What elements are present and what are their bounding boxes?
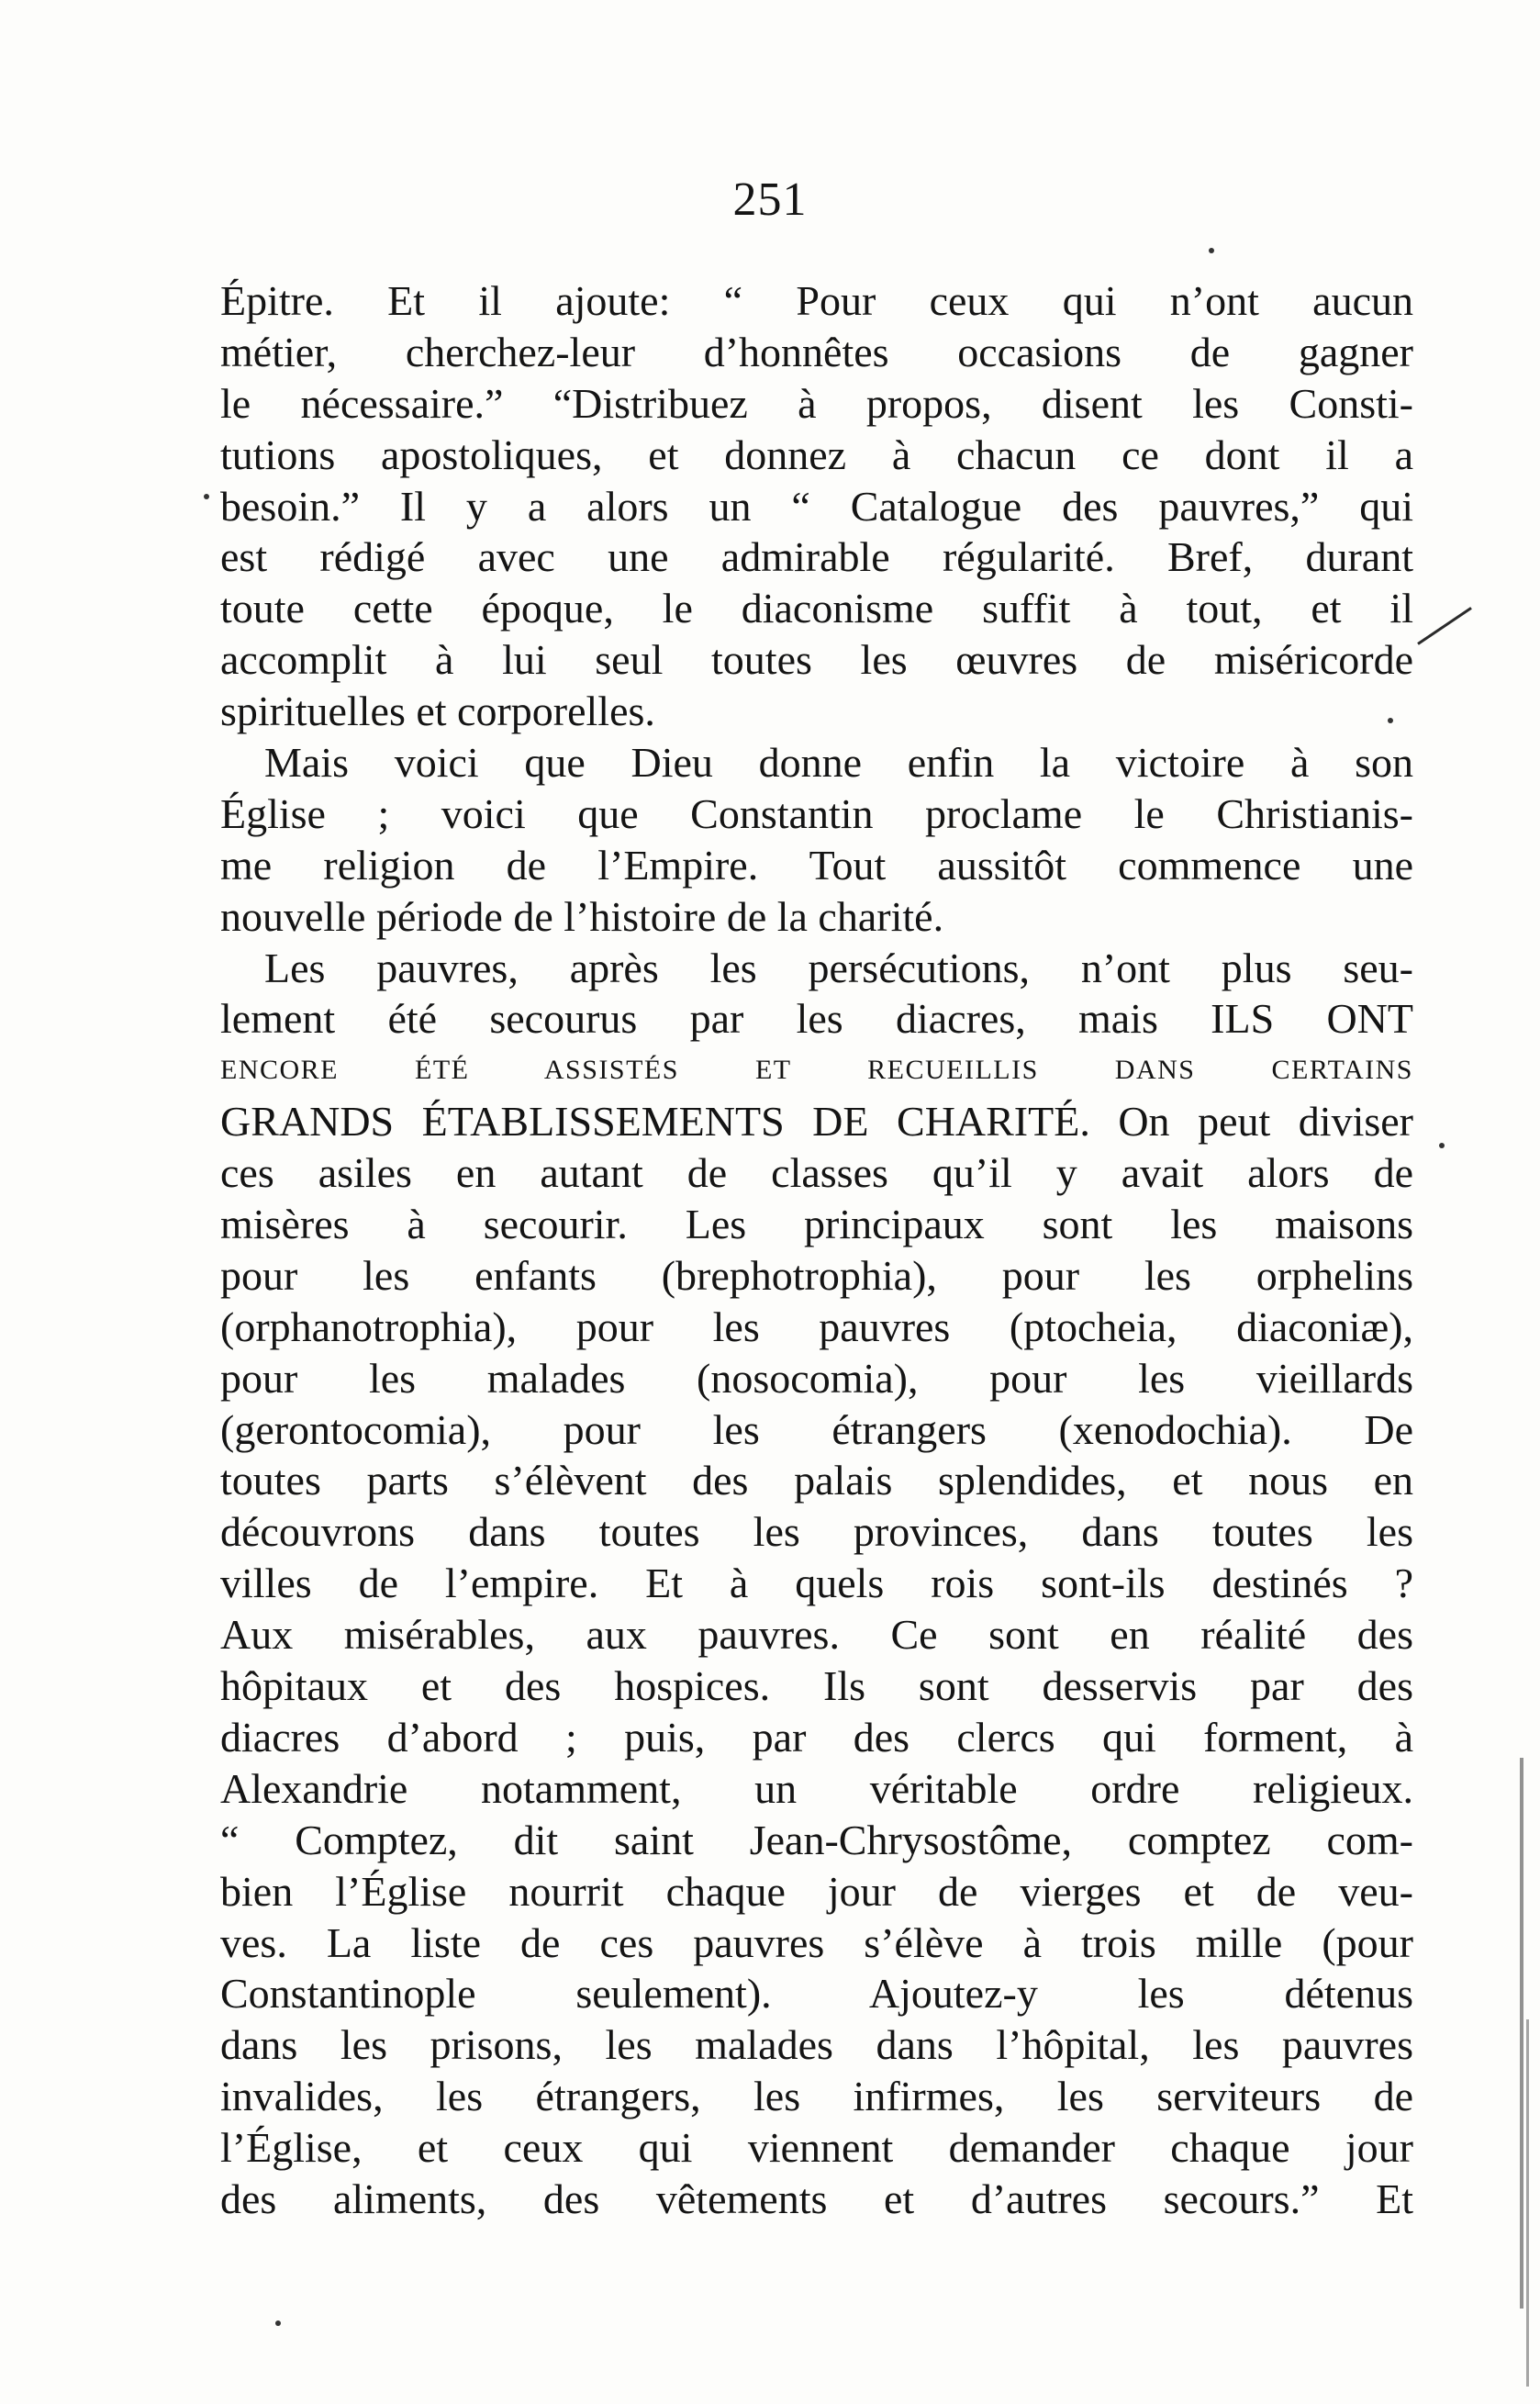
text-line: des aliments, des vêtements et d’autres secours.” Et	[220, 2175, 1413, 2222]
text-line: misères à secourir. Les principaux sont les maisons	[220, 1201, 1413, 1248]
stray-dot	[1209, 248, 1214, 253]
text-line: (gerontocomia), pour les étrangers (xenodochia). De	[220, 1405, 1413, 1453]
scan-edge-mark	[1520, 1758, 1523, 2309]
text-line: pour les malades (nosocomia), pour les vieillards	[220, 1354, 1413, 1402]
text-line: (orphanotrophia), pour les pauvres (ptocheia, diaconiæ),	[220, 1303, 1413, 1350]
text-line: invalides, les étrangers, les infirmes, les serviteurs de	[220, 2073, 1413, 2120]
text-line: toute cette époque, le diaconisme suffit à tout, et il	[220, 585, 1413, 632]
pen-stroke	[1417, 607, 1472, 645]
text-line: diacres d’abord ; puis, par des clercs qui forment, à	[220, 1713, 1413, 1761]
text-line: besoin.” Il y a alors un “ Catalogue des pauvres,” qui	[220, 482, 1413, 530]
text-line: tutions apostoliques, et donnez à chacun ce dont il a	[220, 430, 1413, 478]
text-line: ENCORE ÉTÉ ASSISTÉS ET RECUEILLIS DANS CERTAINS	[220, 1055, 1413, 1086]
text-line: métier, cherchez-leur d’honnêtes occasions de gagner	[220, 328, 1413, 375]
text-line: hôpitaux et des hospices. Ils sont desservis par des	[220, 1662, 1413, 1710]
text-line: Aux misérables, aux pauvres. Ce sont en réalité des	[220, 1611, 1413, 1659]
text-line: lement été secourus par les diacres, mais ILS ONT	[220, 995, 1413, 1043]
body-text	[220, 275, 1413, 2225]
text-line: nouvelle période de l’histoire de la charité.	[220, 892, 944, 940]
text-line: spirituelles et corporelles.	[220, 688, 655, 735]
text-line: pour les enfants (brephotrophia), pour les orphelins	[220, 1251, 1413, 1299]
text-line: Mais voici que Dieu donne enfin la victoire à son	[264, 739, 1413, 787]
page-number: 251	[732, 173, 808, 226]
text-line: me religion de l’Empire. Tout aussitôt commence une	[220, 841, 1413, 889]
text-line: dans les prisons, les malades dans l’hôpital, les pauvres	[220, 2021, 1413, 2069]
stray-dot	[275, 2320, 281, 2326]
text-line: “ Comptez, dit saint Jean-Chrysostôme, comptez com-	[220, 1816, 1413, 1863]
text-line: Épitre. Et il ajoute: “ Pour ceux qui n’ont aucun	[220, 277, 1413, 324]
text-line: l’Église, et ceux qui viennent demander chaque jour	[220, 2124, 1413, 2172]
text-line: le nécessaire.” “Distribuez à propos, disent les Consti-	[220, 379, 1413, 427]
text-line: Constantinople seulement). Ajoutez-y les détenus	[220, 1970, 1413, 2018]
text-line: toutes parts s’élèvent des palais splendides, et nous en	[220, 1457, 1413, 1504]
stray-dot	[1388, 718, 1393, 723]
text-line: est rédigé avec une admirable régularité. Bref, durant	[220, 533, 1413, 581]
text-line: bien l’Église nourrit chaque jour de vierges et de veu-	[220, 1867, 1413, 1915]
text-line: villes de l’empire. Et à quels rois sont-ils destinés ?	[220, 1560, 1413, 1607]
text-line: GRANDS ÉTABLISSEMENTS DE CHARITÉ. On peut diviser	[220, 1098, 1413, 1146]
text-line: découvrons dans toutes les provinces, dans toutes les	[220, 1508, 1413, 1556]
stray-dot	[1439, 1143, 1445, 1148]
stray-dot	[204, 494, 209, 499]
text-line: Les pauvres, après les persécutions, n’ont plus seu-	[264, 944, 1413, 991]
text-line: ves. La liste de ces pauvres s’élève à trois mille (pour	[220, 1918, 1413, 1966]
text-line: Alexandrie notamment, un véritable ordre religieux.	[220, 1764, 1413, 1812]
text-line: Église ; voici que Constantin proclame le Christianis-	[220, 789, 1413, 837]
scan-edge-mark	[1526, 2019, 1529, 2387]
text-line: accomplit à lui seul toutes les œuvres de miséricorde	[220, 636, 1413, 684]
text-line: ces asiles en autant de classes qu’il y avait alors de	[220, 1149, 1413, 1197]
